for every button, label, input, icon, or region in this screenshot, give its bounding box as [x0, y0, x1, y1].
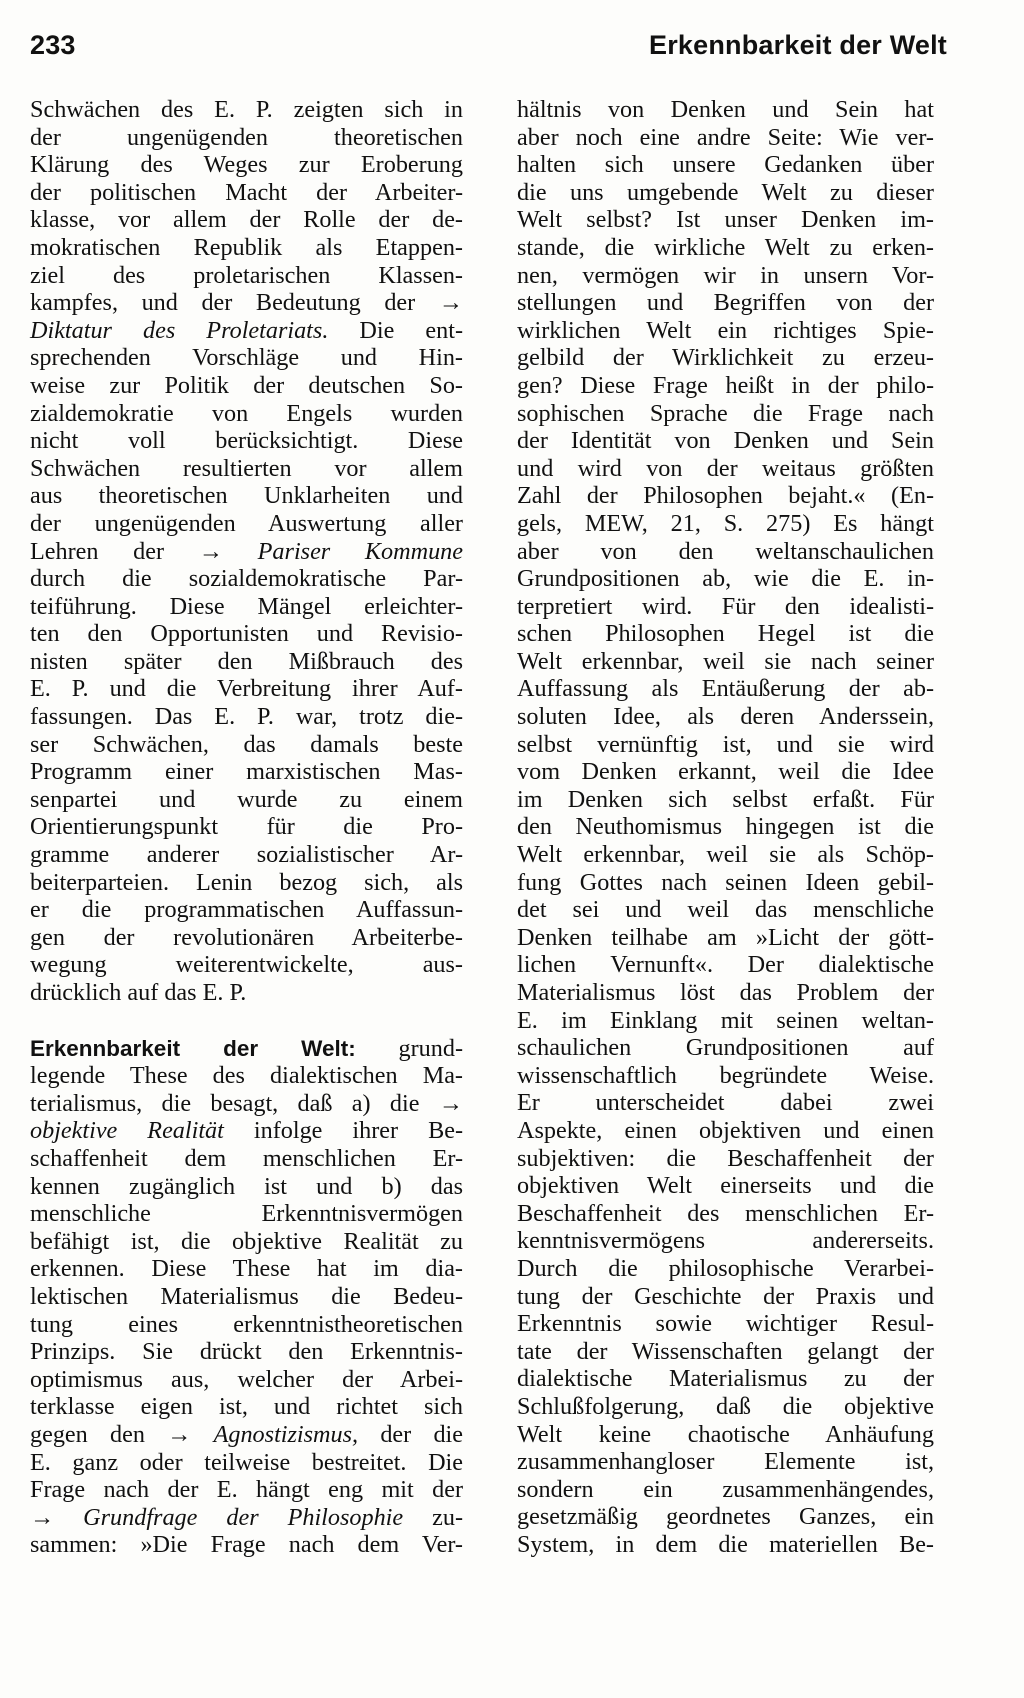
text-line: gels, MEW, 21, S. 275) Es hängt [517, 509, 934, 537]
text-line: sondern ein zusammenhängendes, [517, 1475, 934, 1503]
cross-reference-link[interactable]: Diktatur des Proletariats. [30, 316, 329, 344]
text-line: Orientierungspunkt für die Pro- [30, 813, 463, 841]
text-line: Klärung des Weges zur Eroberung [30, 151, 463, 179]
text-line: Durch die philosophische Verarbei- [517, 1254, 934, 1282]
cross-reference-link[interactable]: Pariser Kommune [257, 537, 463, 565]
text-line: stellungen und Begriffen von der [517, 289, 934, 317]
text-line: durch die sozialdemokratische Par- [30, 565, 463, 593]
text-line: wissenschaftlich begründete Weise. [517, 1061, 934, 1089]
text-line: schaffenheit dem menschlichen Er- [30, 1144, 463, 1172]
text-line: der politischen Macht der Arbeiter- [30, 178, 463, 206]
text-line: gramme anderer sozialistischer Ar- [30, 841, 463, 869]
text-line: fassungen. Das E. P. war, trotz die- [30, 703, 463, 731]
entry-lemma: Erkennbarkeit der Welt: [30, 1035, 356, 1061]
text-line: im Denken sich selbst erfaßt. Für [517, 785, 934, 813]
text-line: Aspekte, einen objektiven und einen [517, 1116, 934, 1144]
text-line: stande, die wirkliche Welt zu erken- [517, 233, 934, 261]
text-line: Prinzips. Sie drückt den Erkenntnis- [30, 1338, 463, 1366]
text-line: der ungenügenden theoretischen [30, 123, 463, 151]
text-line: schaulichen Grundpositionen auf [517, 1034, 934, 1062]
text-line: gen der revolutionären Arbeiterbe- [30, 923, 463, 951]
text-line: fung Gottes nach seinen Ideen gebil- [517, 868, 934, 896]
text-line: zialdemokratie von Engels wurden [30, 399, 463, 427]
text-line: → Grundfrage der Philosophie zu- [30, 1503, 464, 1531]
text-line: den Neuthomismus hingegen ist die [517, 813, 934, 841]
text-line: terpretiert wird. Für den idealisti- [517, 592, 934, 620]
text-line: mokratischen Republik als Etappen- [30, 233, 463, 261]
text-line: gesetzmäßig geordnetes Ganzes, ein [517, 1503, 934, 1531]
text-line: aber von den weltanschaulichen [517, 537, 934, 565]
text-line: sammen: »Die Frage nach dem Ver- [30, 1531, 463, 1559]
text-line: objektive Realität infolge ihrer Be- [30, 1117, 464, 1145]
text-line: schen Philosophen Hegel ist die [517, 620, 934, 648]
text-line: wegung weiterentwickelte, aus- [30, 951, 463, 979]
text-line: ser Schwächen, das damals beste [30, 730, 463, 758]
text-line: Auffassung als Entäußerung der ab- [517, 675, 934, 703]
text-line: beiterparteien. Lenin bezog sich, als [30, 868, 463, 896]
right-column [517, 96, 934, 1558]
cross-reference-link[interactable]: Agnostizismus, [213, 1420, 359, 1448]
text-line: klasse, vor allem der Rolle der de- [30, 206, 463, 234]
cross-reference-link[interactable]: objektive Realität [30, 1117, 224, 1145]
text-line: terialismus, die besagt, daß a) die → [30, 1089, 463, 1117]
text-line: senpartei und wurde zu einem [30, 785, 463, 813]
text-line: und wird von der weitaus größten [517, 454, 934, 482]
text-line: terklasse eigen ist, und richtet sich [30, 1393, 463, 1421]
text-line: Diktatur des Proletariats. Die ent- [30, 316, 464, 344]
text-line: menschliche Erkenntnisvermögen [30, 1200, 463, 1228]
text-line: Er unterscheidet dabei zwei [517, 1089, 934, 1117]
text-line: gen? Diese Frage heißt in der philo- [517, 371, 934, 399]
text-line: Materialismus löst das Problem der [517, 979, 934, 1006]
text-line: subjektiven: die Beschaffenheit der [517, 1144, 934, 1172]
text-line: nen, vermögen wir in unsern Vor- [517, 261, 934, 289]
text-line: weise zur Politik der deutschen So- [30, 371, 463, 399]
entry-gap [30, 1007, 463, 1035]
text-line: befähigt ist, die objektive Realität zu [30, 1227, 463, 1255]
text-line: E. P. und die Verbreitung ihrer Auf- [30, 675, 463, 703]
text-line: er die programmatischen Auffassun- [30, 896, 463, 924]
text-line: nisten später den Mißbrauch des [30, 647, 463, 675]
text-line: aber noch eine andre Seite: Wie ver- [517, 123, 934, 151]
text-line: Erkennbarkeit der Welt: grund- [30, 1034, 463, 1062]
text-line: dialektische Materialismus zu der [517, 1365, 934, 1393]
text-line: Schwächen des E. P. zeigten sich in [30, 96, 463, 123]
text-line: Grundpositionen ab, wie die E. in- [517, 565, 934, 593]
text-line: der ungenügenden Auswertung aller [30, 509, 463, 537]
text-line: hältnis von Denken und Sein hat [517, 96, 934, 123]
text-line: Frage nach der E. hängt eng mit der [30, 1476, 463, 1504]
text-line: Welt keine chaotische Anhäufung [517, 1420, 934, 1448]
text-line: ten den Opportunisten und Revisio- [30, 620, 463, 648]
text-line: objektiven Welt einerseits und die [517, 1172, 934, 1200]
text-line: System, in dem die materiellen Be- [517, 1530, 934, 1558]
text-line: sprechenden Vorschläge und Hin- [30, 344, 463, 372]
page-number: 233 [30, 30, 76, 60]
text-line: sophischen Sprache die Frage nach [517, 399, 934, 427]
text-line: kampfes, und der Bedeutung der → [30, 289, 463, 317]
dictionary-entry [30, 1035, 463, 1559]
text-line: Welt selbst? Ist unser Denken im- [517, 206, 934, 234]
text-line: gelbild der Wirklichkeit zu erzeu- [517, 344, 934, 372]
text-line: kenntnisvermögens andererseits. [517, 1227, 934, 1255]
text-line: tung eines erkenntnistheoretischen [30, 1310, 463, 1338]
text-line: E. im Einklang mit seinen weltan- [517, 1006, 934, 1034]
text-line: Programm einer marxistischen Mas- [30, 758, 463, 786]
text-line: lektischen Materialismus die Bedeu- [30, 1282, 463, 1310]
text-line: lichen Vernunft«. Der dialektische [517, 951, 934, 979]
text-line: vom Denken erkannt, weil die Idee [517, 758, 934, 786]
text-line: drücklich auf das E. P. [30, 979, 247, 1006]
text-line: ziel des proletarischen Klassen- [30, 261, 463, 289]
text-line: der Identität von Denken und Sein [517, 427, 934, 455]
text-line: Welt erkennbar, weil sie nach seiner [517, 647, 934, 675]
text-line: Schwächen resultierten vor allem [30, 454, 463, 482]
text-line: tung der Geschichte der Praxis und [517, 1282, 934, 1310]
text-line: optimismus aus, welcher der Arbei- [30, 1365, 463, 1393]
text-line: erkennen. Diese These hat im dia- [30, 1255, 463, 1283]
text-line: kennen zugänglich ist und b) das [30, 1172, 463, 1200]
text-line: zusammenhangloser Elemente ist, [517, 1448, 934, 1476]
text-line: Schlußfolgerung, daß die objektive [517, 1392, 934, 1420]
text-line: Beschaffenheit des menschlichen Er- [517, 1199, 934, 1227]
text-line: selbst vernünftig ist, und sie wird [517, 730, 934, 758]
text-line: teiführung. Diese Mängel erleichter- [30, 592, 463, 620]
text-line: aus theoretischen Unklarheiten und [30, 482, 463, 510]
text-line: Lehren der → Pariser Kommune [30, 537, 463, 565]
prev-entry-text [30, 96, 463, 1007]
text-line: E. ganz oder teilweise bestreitet. Die [30, 1448, 463, 1476]
text-line: tate der Wissenschaften gelangt der [517, 1337, 934, 1365]
text-line: det sei und weil das menschliche [517, 896, 934, 924]
text-line: gegen den → Agnostizismus, der die [30, 1420, 463, 1448]
text-line: Denken teilhabe am »Licht der gött- [517, 923, 934, 951]
left-column [30, 96, 463, 1559]
running-title: Erkennbarkeit der Welt [649, 30, 947, 60]
text-line: Welt erkennbar, weil sie als Schöp- [517, 841, 934, 869]
text-line: legende These des dialektischen Ma- [30, 1062, 463, 1090]
text-line: soluten Idee, als deren Anderssein, [517, 703, 934, 731]
text-line: Zahl der Philosophen bejaht.« (En- [517, 482, 934, 510]
text-line: nicht voll berücksichtigt. Diese [30, 427, 463, 455]
text-line: halten sich unsere Gedanken über [517, 151, 934, 179]
text-line: wirklichen Welt ein richtiges Spie- [517, 316, 934, 344]
cross-reference-link[interactable]: Grundfrage der Philosophie [83, 1503, 404, 1531]
text-line: Erkenntnis sowie wichtiger Resul- [517, 1310, 934, 1338]
text-line: die uns umgebende Welt zu dieser [517, 178, 934, 206]
